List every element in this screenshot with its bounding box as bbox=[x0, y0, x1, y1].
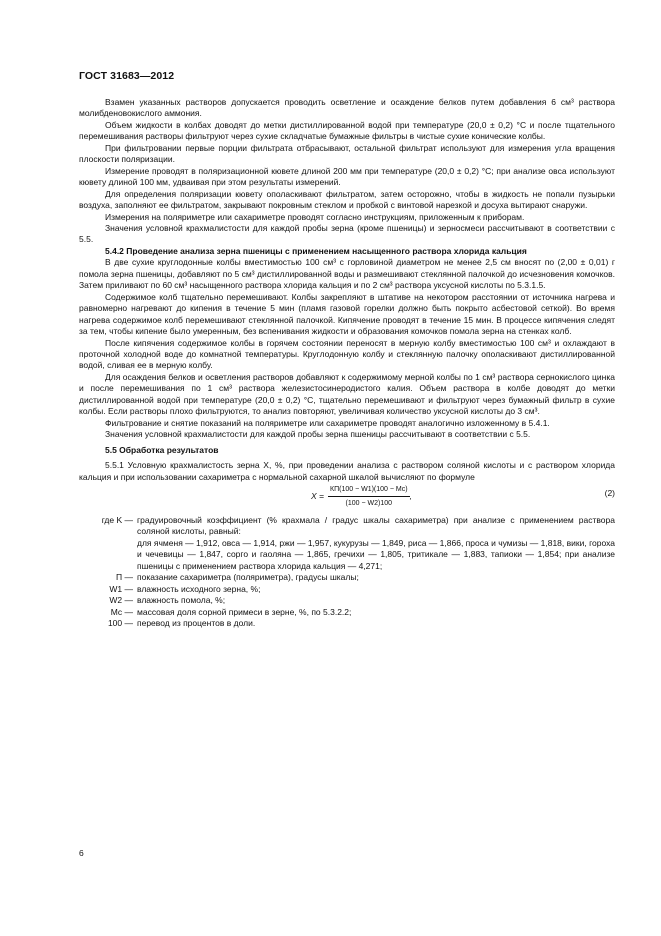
definition-symbol: П — bbox=[116, 572, 133, 583]
definition-symbol: W1 — bbox=[109, 583, 133, 594]
paragraph: Измерения на поляриметре или сахариметре проводят согласно инструкциям, приложенным к приборам. bbox=[105, 211, 525, 222]
definition-symbol: Mc — bbox=[110, 606, 133, 617]
definition-item bbox=[79, 572, 615, 583]
definition-item bbox=[79, 584, 615, 595]
definition-symbol bbox=[79, 538, 137, 572]
definition-item bbox=[79, 595, 615, 606]
paragraph: Объем жидкости в колбах доводят до метки дистиллированной водой при температуре (20,0 ± 0,2) °С и после тщательного перемешивания растворы фильтруют через сухие складчатые бумажные фильтры в чистые сухие конические колбы. bbox=[79, 119, 615, 142]
definition-text: массовая доля сорной примеси в зерне, %, по 5.3.2.2; bbox=[137, 606, 352, 617]
formula-lhs: X = bbox=[311, 491, 324, 502]
definitions-list bbox=[79, 515, 615, 630]
paragraph: Значения условной крахмалистости для каждой пробы зерна пшеницы рассчитывают в соответствии с 5.5. bbox=[105, 429, 531, 440]
page-number: 6 bbox=[79, 848, 84, 858]
definition-text: для ячменя — 1,912, овса — 1,914, ржи — 1,957, кукурузы — 1,849, риса — 1,866, проса и чумизы — 1,818, вики, гороха и чечевицы — 1,847, сорго и гаоляна — 1,865, гречихи — 1,805, тритикале — 1,883, тапиоки — 1,854; при анализе пшеницы с применением раствора хлорида кальция — 4,271; bbox=[137, 537, 615, 571]
paragraph: Для осаждения белков и осветления растворов добавляют к содержимому мерной колбы по 1 см³ раствора сернокислого цинка и после перемешивания по 1 см³ раствора железистосинеродистого калия. Объем раствора в колбе доводят до метки дистиллированной водой при температуре (20,0 ± 0,2) °С, тщательно перемешивают и фильтруют через бумажный фильтр в сухие колбы. Если растворы плохо фильтруются, то анализ повторяют, увеличивая количество уксусной кислоты до 3 см³. bbox=[79, 371, 615, 417]
definition-text: перевод из процентов в доли. bbox=[137, 618, 256, 629]
paragraph: Измерение проводят в поляризационной кювете длиной 200 мм при температуре (20,0 ± 0,2) °С; при анализе овса используют кювету длиной 100 мм, удваивая при этом результаты измерений. bbox=[79, 165, 615, 188]
paragraph: Для определения поляризации кювету ополаскивают фильтратом, затем осторожно, чтобы в жидкость не попали пузырьки воздуха, заполняют ее фильтратом, закрывают покровным стеклом и пробкой с винтовой нарезкой и досуха вытирают снаружи. bbox=[79, 188, 615, 211]
definition-item bbox=[79, 618, 615, 629]
section-heading-5-5: 5.5 Обработка результатов bbox=[105, 444, 219, 455]
paragraph: При фильтровании первые порции фильтрата отбрасывают, остальной фильтрат используют для измерения угла вращения плоскости поляризации. bbox=[79, 142, 615, 165]
paragraph: После кипячения содержимое колбы в горячем состоянии переносят в мерную колбу вместимостью 100 см³ и охлаждают в проточной холодной воде до комнатной температуры. Круглодонную колбу и стеклянную палочку ополаскивают дистиллированной водой, сливая ее в мерную колбу. bbox=[79, 337, 615, 371]
formula-2 bbox=[79, 484, 615, 514]
paragraph: Взамен указанных растворов допускается проводить осветление и осаждение белков путем добавления 6 см³ раствора молибденовокислого аммония. bbox=[79, 97, 615, 119]
body-text bbox=[79, 97, 615, 629]
formula-denominator: (100 − W2)100 bbox=[345, 500, 393, 508]
definition-text: влажность помола, %; bbox=[137, 595, 226, 606]
definition-item bbox=[79, 538, 615, 572]
paragraph: В две сухие круглодонные колбы вместимостью 100 см³ с горловиной диаметром не менее 2,5 см вносят по (2,00 ± 0,01) г помола зерна пшеницы, добавляют по 5 см³ дистиллированной воды и размешивают стеклянной палочкой до исчезновения комочков. Затем приливают по 60 см³ насыщенного раствора хлорида кальция и по 2 см³ раствора уксусной кислоты по 5.3.1.5. bbox=[79, 257, 615, 291]
definition-symbol: 100 — bbox=[107, 618, 133, 629]
definition-text: градуировочный коэффициент (% крахмала / градус шкалы сахариметра) при анализе с применением раствора соляной кислоты, равный: bbox=[137, 514, 615, 537]
definition-text: показание сахариметра (поляриметра), градусы шкалы; bbox=[137, 572, 359, 583]
definition-symbol: W2 — bbox=[109, 595, 133, 606]
paragraph: 5.5.1 Условную крахмалистость зерна X, %, при проведении анализа с раствором соляной кислоты и с раствором хлорида кальция и при использовании сахариметра с нормальной сахарной шкалой вычисляют по формуле bbox=[79, 460, 615, 482]
paragraph: Содержимое колб тщательно перемешивают. Колбы закрепляют в штативе на некотором расстоянии от источника нагрева и равномерно нагревают до кипения в течение 5 мин (пламя газовой горелки должно быть покрыто асбестовой сеткой). Во время нагрева содержимое колб перемешивают стеклянной палочкой. Кипячение проводят в течение 15 мин. В процессе кипячения следят за тем, чтобы кипение было умеренным, без вспенивания жидкости и образования комочков помола зерна на стенках колб. bbox=[79, 291, 615, 337]
formula-tail: , bbox=[409, 491, 412, 502]
definition-item bbox=[79, 607, 615, 618]
standard-header: ГОСТ 31683—2012 bbox=[79, 70, 175, 82]
definition-symbol: где K — bbox=[101, 514, 133, 525]
paragraph: Значения условной крахмалистости для каждой пробы зерна (кроме пшеницы) и зерносмеси рассчитывают в соответствии с 5.5. bbox=[79, 222, 615, 245]
definition-text: влажность исходного зерна, %; bbox=[137, 583, 261, 594]
formula-numerator: КП(100 − W1)(100 − Mc) bbox=[328, 484, 410, 497]
formula-expression bbox=[311, 484, 412, 510]
formula-fraction bbox=[328, 484, 410, 510]
definition-item bbox=[79, 515, 615, 538]
paragraph: Фильтрование и снятие показаний на поляриметре или сахариметре проводят аналогично изложенному в 5.4.1. bbox=[105, 417, 550, 428]
formula-number: (2) bbox=[604, 487, 615, 498]
section-heading-5-4-2: 5.4.2 Проведение анализа зерна пшеницы с применением насыщенного раствора хлорида кальция bbox=[105, 245, 527, 256]
